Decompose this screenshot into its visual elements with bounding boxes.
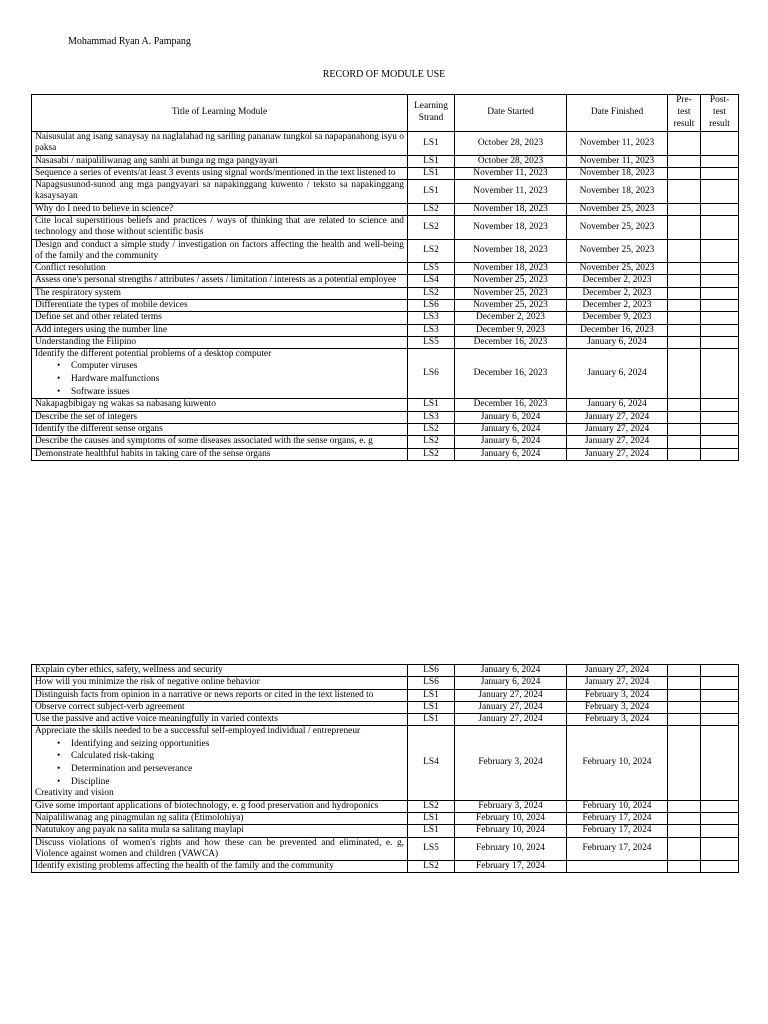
pre-test-cell: [668, 167, 701, 179]
module-title: Understanding the Filipino: [35, 336, 137, 347]
pre-test-cell: [668, 312, 701, 324]
table-row: [32, 825, 739, 837]
table-row: [32, 299, 739, 311]
post-test-cell: [701, 701, 739, 713]
module-title: Observe correct subject-verb agreement: [35, 701, 185, 712]
table-row: [32, 423, 739, 435]
module-title-cell: [32, 800, 408, 812]
date-started-cell: November 25, 2023: [455, 299, 567, 311]
pre-test-cell: [668, 800, 701, 812]
date-finished-cell: February 17, 2024: [567, 825, 668, 837]
pre-test-cell: [668, 132, 701, 156]
date-finished-cell: February 17, 2024: [567, 813, 668, 825]
date-started-cell: December 16, 2023: [455, 399, 567, 411]
learning-strand-cell: LS2: [408, 436, 455, 448]
date-started-cell: November 18, 2023: [455, 239, 567, 263]
module-title: Cite local superstitious beliefs and practices / ways of thinking that are related to science and technology and those without scientific basis: [35, 215, 404, 238]
post-test-cell: [701, 689, 739, 701]
date-finished-cell: January 27, 2024: [567, 436, 668, 448]
learning-strand-cell: LS1: [408, 689, 455, 701]
learning-strand-cell: LS1: [408, 167, 455, 179]
date-started-cell: January 6, 2024: [455, 436, 567, 448]
date-finished-cell: December 2, 2023: [567, 299, 668, 311]
date-started-cell: December 16, 2023: [455, 336, 567, 348]
date-finished-cell: February 17, 2024: [567, 837, 668, 861]
learning-strand-cell: LS2: [408, 203, 455, 215]
learning-strand-cell: LS1: [408, 180, 455, 204]
table-row: [32, 263, 739, 275]
learning-strand-cell: LS6: [408, 665, 455, 677]
pre-test-cell: [668, 275, 701, 287]
header-date-finished: Date Finished: [567, 95, 668, 132]
table-row: [32, 813, 739, 825]
module-title: Identify the different sense organs: [35, 423, 163, 434]
bullet-item: • Identifying and seizing opportunities: [71, 738, 404, 751]
bullet-item: • Calculated risk-taking: [71, 750, 404, 763]
table-row: [32, 448, 739, 460]
pre-test-cell: [668, 448, 701, 460]
module-title: Describe the set of integers: [35, 411, 138, 422]
table-row: [32, 399, 739, 411]
module-title-cell: [32, 689, 408, 701]
table-row: [32, 677, 739, 689]
post-test-cell: [701, 287, 739, 299]
date-started-cell: November 18, 2023: [455, 215, 567, 239]
module-title-cell: [32, 411, 408, 423]
pre-test-cell: [668, 677, 701, 689]
learning-strand-cell: LS2: [408, 287, 455, 299]
date-started-cell: January 6, 2024: [455, 677, 567, 689]
date-started-cell: November 18, 2023: [455, 203, 567, 215]
learning-strand-cell: LS3: [408, 411, 455, 423]
pre-test-cell: [668, 701, 701, 713]
learning-strand-cell: LS1: [408, 155, 455, 167]
date-started-cell: January 6, 2024: [455, 448, 567, 460]
post-test-cell: [701, 677, 739, 689]
module-title-cell: [32, 287, 408, 299]
learning-strand-cell: LS5: [408, 336, 455, 348]
module-title-cell: [32, 665, 408, 677]
pre-test-cell: [668, 714, 701, 726]
module-title-cell: [32, 239, 408, 263]
pre-test-cell: [668, 349, 701, 399]
date-finished-cell: January 27, 2024: [567, 423, 668, 435]
date-finished-cell: February 10, 2024: [567, 800, 668, 812]
module-title-cell: [32, 155, 408, 167]
table-row: [32, 349, 739, 399]
pre-test-cell: [668, 180, 701, 204]
date-started-cell: February 17, 2024: [455, 861, 567, 873]
pre-test-cell: [668, 411, 701, 423]
module-title-cell: [32, 167, 408, 179]
date-finished-cell: January 27, 2024: [567, 411, 668, 423]
post-test-cell: [701, 411, 739, 423]
module-title: Sequence a series of events/at least 3 events using signal words/mentioned in the text listened to: [35, 167, 396, 178]
date-finished-cell: January 6, 2024: [567, 399, 668, 411]
pre-test-cell: [668, 287, 701, 299]
author-name: Mohammad Ryan A. Pampang: [68, 36, 191, 47]
date-finished-cell: January 6, 2024: [567, 349, 668, 399]
date-started-cell: November 18, 2023: [455, 263, 567, 275]
module-title: Give some important applications of biotechnology, e. g food preservation and hydroponics: [35, 800, 379, 811]
date-started-cell: January 6, 2024: [455, 411, 567, 423]
module-title: Discuss violations of women's rights and how these can be prevented and eliminated, e. g, Violence against women and children (VAWCA): [35, 837, 404, 859]
table-row: [32, 336, 739, 348]
table-row: [32, 167, 739, 179]
module-title: Why do I need to believe in science?: [35, 203, 174, 214]
module-title: Differentiate the types of mobile devices: [35, 299, 188, 310]
post-test-cell: [701, 275, 739, 287]
pre-test-cell: [668, 689, 701, 701]
module-title: Naisusulat ang isang sanaysay na naglalahad ng sariling pananaw tungkol sa napapanahong isyu o paksa: [35, 132, 404, 154]
table-row: [32, 180, 739, 204]
module-title-cell: [32, 399, 408, 411]
table-row: [32, 800, 739, 812]
table-row: [32, 861, 739, 873]
pre-test-cell: [668, 436, 701, 448]
date-started-cell: January 27, 2024: [455, 701, 567, 713]
learning-strand-cell: LS2: [408, 215, 455, 239]
module-title-cell: [32, 263, 408, 275]
post-test-cell: [701, 436, 739, 448]
learning-strand-cell: LS1: [408, 701, 455, 713]
post-test-cell: [701, 448, 739, 460]
bullet-item: • Computer viruses: [71, 360, 404, 373]
date-finished-cell: November 11, 2023: [567, 155, 668, 167]
module-title: Add integers using the number line: [35, 324, 168, 335]
module-title-cell: [32, 180, 408, 204]
learning-strand-cell: LS5: [408, 263, 455, 275]
date-started-cell: January 27, 2024: [455, 714, 567, 726]
date-started-cell: October 28, 2023: [455, 155, 567, 167]
date-finished-cell: [567, 861, 668, 873]
module-title: Nasasabi / naipaliliwanag ang sanhi at bunga ng mga pangyayari: [35, 155, 278, 166]
module-title-cell: [32, 349, 408, 399]
module-title: Demonstrate healthful habits in taking care of the sense organs: [35, 448, 271, 459]
post-test-cell: [701, 825, 739, 837]
post-test-cell: [701, 239, 739, 263]
table-row: [32, 275, 739, 287]
learning-strand-cell: LS2: [408, 800, 455, 812]
module-title: Assess one's personal strengths / attributes / assets / limitation / interests as a potential employee: [35, 275, 397, 286]
post-test-cell: [701, 215, 739, 239]
bullet-item: • Hardware malfunctions: [71, 373, 404, 386]
header-module-title: Title of Learning Module: [32, 95, 408, 132]
post-test-cell: [701, 714, 739, 726]
pre-test-cell: [668, 399, 701, 411]
date-finished-cell: November 25, 2023: [567, 263, 668, 275]
module-title-cell: [32, 837, 408, 861]
date-finished-cell: December 2, 2023: [567, 287, 668, 299]
module-title: Define set and other related terms: [35, 312, 162, 323]
post-test-cell: [701, 423, 739, 435]
table-row: [32, 203, 739, 215]
post-test-cell: [701, 800, 739, 812]
post-test-cell: [701, 155, 739, 167]
learning-strand-cell: LS3: [408, 312, 455, 324]
bullet-item: • Software issues: [71, 386, 404, 399]
document-title: RECORD OF MODULE USE: [322, 69, 446, 80]
date-finished-cell: November 25, 2023: [567, 203, 668, 215]
date-started-cell: January 6, 2024: [455, 665, 567, 677]
pre-test-cell: [668, 336, 701, 348]
pre-test-cell: [668, 423, 701, 435]
learning-strand-cell: LS4: [408, 726, 455, 800]
date-started-cell: February 10, 2024: [455, 837, 567, 861]
post-test-cell: [701, 299, 739, 311]
date-finished-cell: December 2, 2023: [567, 275, 668, 287]
module-title: Conflict resolution: [35, 263, 106, 274]
module-title-cell: [32, 701, 408, 713]
post-test-cell: [701, 861, 739, 873]
module-title-cell: [32, 312, 408, 324]
date-finished-cell: February 3, 2024: [567, 701, 668, 713]
module-title: The respiratory system: [35, 287, 121, 298]
table-row: [32, 726, 739, 800]
learning-strand-cell: LS6: [408, 299, 455, 311]
pre-test-cell: [668, 324, 701, 336]
bullet-item: • Determination and perseverance: [71, 763, 404, 776]
table-row: [32, 701, 739, 713]
learning-strand-cell: LS2: [408, 239, 455, 263]
date-finished-cell: November 18, 2023: [567, 180, 668, 204]
post-test-cell: [701, 167, 739, 179]
table-row: [32, 665, 739, 677]
learning-strand-cell: LS1: [408, 714, 455, 726]
bullet-list: [35, 738, 404, 789]
module-title-cell: [32, 275, 408, 287]
pre-test-cell: [668, 299, 701, 311]
table-row: [32, 714, 739, 726]
pre-test-cell: [668, 155, 701, 167]
date-started-cell: November 11, 2023: [455, 167, 567, 179]
post-test-cell: [701, 726, 739, 800]
table-row: [32, 436, 739, 448]
learning-strand-cell: LS1: [408, 132, 455, 156]
post-test-cell: [701, 837, 739, 861]
learning-strand-cell: LS6: [408, 349, 455, 399]
header-post-test: Post-test result: [701, 95, 739, 132]
pre-test-cell: [668, 239, 701, 263]
module-title-cell: [32, 336, 408, 348]
learning-strand-cell: LS2: [408, 861, 455, 873]
module-title: Design and conduct a simple study / investigation on factors affecting the health and well-being of the family and the community: [35, 239, 404, 261]
date-finished-cell: January 27, 2024: [567, 677, 668, 689]
learning-strand-cell: LS1: [408, 813, 455, 825]
table-row: [32, 239, 739, 263]
date-started-cell: January 6, 2024: [455, 423, 567, 435]
module-title: Describe the causes and symptoms of some diseases associated with the sense organs, e. g: [35, 436, 373, 447]
date-finished-cell: February 3, 2024: [567, 714, 668, 726]
module-title-cell: [32, 813, 408, 825]
bullet-list: [35, 360, 404, 398]
learning-strand-cell: LS1: [408, 399, 455, 411]
date-finished-cell: November 25, 2023: [567, 239, 668, 263]
module-title: Identify existing problems affecting the health of the family and the community: [35, 861, 334, 872]
post-test-cell: [701, 813, 739, 825]
learning-strand-cell: LS2: [408, 448, 455, 460]
date-finished-cell: November 25, 2023: [567, 215, 668, 239]
learning-strand-cell: LS4: [408, 275, 455, 287]
post-test-cell: [701, 132, 739, 156]
pre-test-cell: [668, 837, 701, 861]
pre-test-cell: [668, 861, 701, 873]
header-pre-test: Pre-test result: [668, 95, 701, 132]
table-row: [32, 689, 739, 701]
module-title-cell: [32, 677, 408, 689]
date-finished-cell: January 6, 2024: [567, 336, 668, 348]
module-title: Napagsusunod-sunod ang mga pangyayari sa napakinggang kuwento / teksto sa napakinggang kasaysayan: [35, 180, 404, 202]
pre-test-cell: [668, 665, 701, 677]
learning-strand-cell: LS3: [408, 324, 455, 336]
date-finished-cell: January 27, 2024: [567, 448, 668, 460]
header-learning-strand: Learning Strand: [408, 95, 455, 132]
learning-strand-cell: LS1: [408, 825, 455, 837]
date-started-cell: November 11, 2023: [455, 180, 567, 204]
date-finished-cell: January 27, 2024: [567, 665, 668, 677]
module-record-table: [31, 94, 739, 461]
module-title: Explain cyber ethics, safety, wellness and security: [35, 665, 223, 675]
learning-strand-cell: LS2: [408, 423, 455, 435]
date-started-cell: February 10, 2024: [455, 813, 567, 825]
date-started-cell: October 28, 2023: [455, 132, 567, 156]
module-title: Use the passive and active voice meaningfully in varied contexts: [35, 714, 278, 725]
pre-test-cell: [668, 825, 701, 837]
post-test-cell: [701, 336, 739, 348]
post-test-cell: [701, 180, 739, 204]
post-test-cell: [701, 665, 739, 677]
module-title: Appreciate the skills needed to be a successful self-employed individual / entrepreneur: [35, 726, 361, 737]
module-title: How will you minimize the risk of negative online behavior: [35, 677, 260, 688]
table-row: [32, 287, 739, 299]
post-test-cell: [701, 263, 739, 275]
post-test-cell: [701, 349, 739, 399]
date-finished-cell: December 16, 2023: [567, 324, 668, 336]
date-started-cell: November 25, 2023: [455, 287, 567, 299]
module-title: Naipaliliwanag ang pinagmulan ng salita (Etimolohiya): [35, 813, 244, 823]
module-title-cell: [32, 436, 408, 448]
bullet-item: • Discipline: [71, 776, 404, 789]
table-row: [32, 215, 739, 239]
learning-strand-cell: LS5: [408, 837, 455, 861]
post-test-cell: [701, 203, 739, 215]
module-title-cell: [32, 299, 408, 311]
table-header-row: [32, 95, 739, 132]
date-started-cell: February 3, 2024: [455, 726, 567, 800]
module-title-cell: [32, 324, 408, 336]
date-started-cell: November 25, 2023: [455, 275, 567, 287]
date-finished-cell: December 9, 2023: [567, 312, 668, 324]
post-test-cell: [701, 399, 739, 411]
module-title-cell: [32, 203, 408, 215]
module-title-cell: [32, 825, 408, 837]
pre-test-cell: [668, 263, 701, 275]
module-title-cell: [32, 423, 408, 435]
date-finished-cell: November 11, 2023: [567, 132, 668, 156]
learning-strand-cell: LS6: [408, 677, 455, 689]
date-started-cell: December 9, 2023: [455, 324, 567, 336]
pre-test-cell: [668, 203, 701, 215]
module-title-tail: Creativity and vision: [35, 788, 114, 799]
table-row: [32, 155, 739, 167]
post-test-cell: [701, 312, 739, 324]
module-title-cell: [32, 132, 408, 156]
date-started-cell: December 16, 2023: [455, 349, 567, 399]
pre-test-cell: [668, 215, 701, 239]
module-title: Identify the different potential problems of a desktop computer: [35, 349, 272, 360]
module-title-cell: [32, 448, 408, 460]
module-title: Distinguish facts from opinion in a narrative or news reports or cited in the text listened to: [35, 689, 374, 700]
table-row: [32, 837, 739, 861]
date-started-cell: January 27, 2024: [455, 689, 567, 701]
module-title-cell: [32, 714, 408, 726]
date-started-cell: February 3, 2024: [455, 800, 567, 812]
module-title: Nakapagbibigay ng wakas sa nabasang kuwento: [35, 399, 216, 410]
pre-test-cell: [668, 813, 701, 825]
header-date-started: Date Started: [455, 95, 567, 132]
table-row: [32, 324, 739, 336]
date-finished-cell: November 18, 2023: [567, 167, 668, 179]
module-title-cell: [32, 215, 408, 239]
module-title-cell: [32, 861, 408, 873]
table-row: [32, 132, 739, 156]
module-title: Natutukoy ang payak na salita mula sa salitang maylapi: [35, 825, 244, 836]
date-started-cell: February 10, 2024: [455, 825, 567, 837]
date-finished-cell: February 3, 2024: [567, 689, 668, 701]
post-test-cell: [701, 324, 739, 336]
pre-test-cell: [668, 726, 701, 800]
module-record-table-continued: [31, 664, 739, 873]
date-started-cell: December 2, 2023: [455, 312, 567, 324]
table-row: [32, 312, 739, 324]
module-title-cell: [32, 726, 408, 800]
date-finished-cell: February 10, 2024: [567, 726, 668, 800]
table-row: [32, 411, 739, 423]
